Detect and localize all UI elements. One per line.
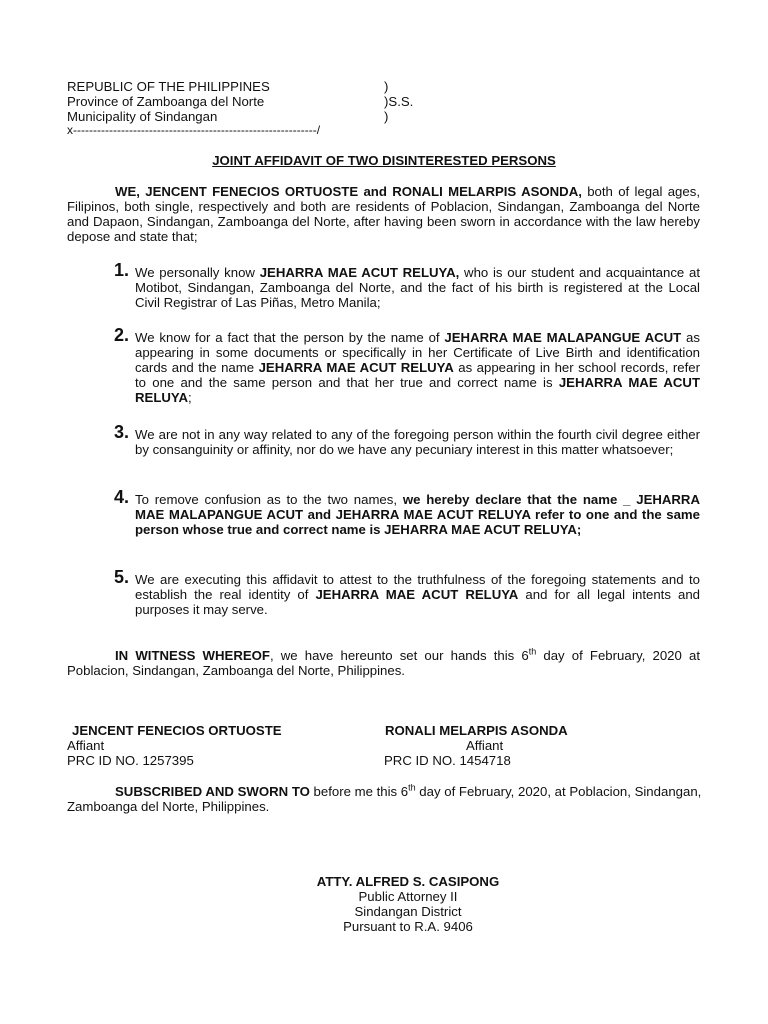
item-3-text: We are not in any way related to any of the foregoing person within the fourth civil degree either by consanguinity or affinity, nor do we have any pecuniary interest in this matter whatsoever; [135,427,700,457]
item-text: We personally know [135,265,260,280]
item-name: JEHARRA MAE ACUT RELUYA [315,587,519,602]
item-number: 1. [114,260,130,280]
item-text: and for all legal intents and purposes it may serve. [135,587,700,617]
item-name: JEHARRA MAE ACUT RELUYA [258,360,454,375]
affiant-1-prc: PRC ID NO. 1257395 [67,753,194,768]
notary-name: ATTY. ALFRED S. CASIPONG [316,874,500,889]
caption-republic: REPUBLIC OF THE PHILIPPINES [67,79,270,94]
item-2-text [135,330,700,405]
item-number: 5. [114,567,130,587]
jurat-text: before me this 6 [309,784,409,799]
item-name: JEHARRA MAE ACUT RELUYA, [259,265,460,280]
caption-municipality: Municipality of Sindangan [67,109,218,124]
notary-authority: Pursuant to R.A. 9406 [343,919,473,934]
item-4-text [135,492,700,537]
jurat-text: day of February, 2020, at Poblacion, Sindangan, Zamboanga del Norte, Philippines. [67,784,702,814]
jurat-heading: SUBSCRIBED AND SWORN TO [115,784,310,799]
witness-text: day of February, 2020 at Poblacion, Sindangan, Zamboanga del Norte, Philippines. [67,648,700,678]
item-number: 4. [114,487,130,507]
item-text: We know for a fact that the person by the name of [135,330,445,345]
caption-rule: x-------------------------------------------------------------/ [67,123,321,137]
item-number: 2. [114,325,130,345]
witness-heading: IN WITNESS WHEREOF [115,648,270,663]
item-5-text [135,572,700,617]
affiant-2-name: RONALI MELARPIS ASONDA [385,723,568,738]
ordinal-suffix: th [408,782,416,793]
ordinal-suffix: th [528,646,537,657]
intro-text: both of legal ages, Filipinos, both single, respectively and both are residents of Poblacion, Sindangan, Zamboanga del Norte and Dapaon, Sindangan, Zamboanga del Norte, after having been sworn in accordance with the law hereby depose and state that; [67,184,700,244]
item-text: ; [188,390,192,405]
intro-paragraph [67,184,700,244]
item-text: as appearing in her school records, refer to one and the same person and that her true and correct name is [135,360,701,390]
item-declaration: we hereby declare that the name _ JEHARRA MAE MALAPANGUE ACUT and JEHARRA MAE ACUT RELUYA refer to one and the same person whose true and correct name is JEHARRA MAE ACUT RELUYA; [135,492,700,537]
affiant-1-role: Affiant [67,738,105,753]
affiant-1-name: JENCENT FENECIOS ORTUOSTE [72,723,282,738]
notary-title: Public Attorney II [358,889,458,904]
item-name: JEHARRA MAE ACUT RELUYA [135,375,701,405]
affiant-2-prc: PRC ID NO. 1454718 [384,753,511,768]
item-text: who is our student and acquaintance at Motibot, Sindangan, Zamboanga del Norte, and the fact of his birth is registered at the Local Civil Registrar of Las Piñas, Metro Manila; [135,265,700,310]
caption-paren: ) [384,109,389,124]
witness-paragraph [67,648,700,678]
witness-text: , we have hereunto set our hands this 6 [269,648,529,663]
affiants-names: WE, JENCENT FENECIOS ORTUOSTE and RONALI MELARPIS ASONDA, [115,184,582,199]
item-1-text [135,265,700,310]
caption-paren-ss: )S.S. [384,94,414,109]
item-text: To remove confusion as to the two names, [135,492,403,507]
affiant-2-role: Affiant [466,738,504,753]
item-name: JEHARRA MAE MALAPANGUE ACUT [444,330,682,345]
caption-province: Province of Zamboanga del Norte [67,94,265,109]
caption-paren: ) [384,79,389,94]
item-text: as appearing in some documents or specifically in her Certificate of Live Birth and identification cards and the name [135,330,700,375]
document-title: JOINT AFFIDAVIT OF TWO DISINTERESTED PERSONS [212,153,556,168]
item-text: We are executing this affidavit to attest to the truthfulness of the foregoing statements and to establish the real identity of [135,572,700,602]
item-number: 3. [114,422,130,442]
jurat-paragraph [67,784,707,814]
notary-district: Sindangan District [354,904,462,919]
